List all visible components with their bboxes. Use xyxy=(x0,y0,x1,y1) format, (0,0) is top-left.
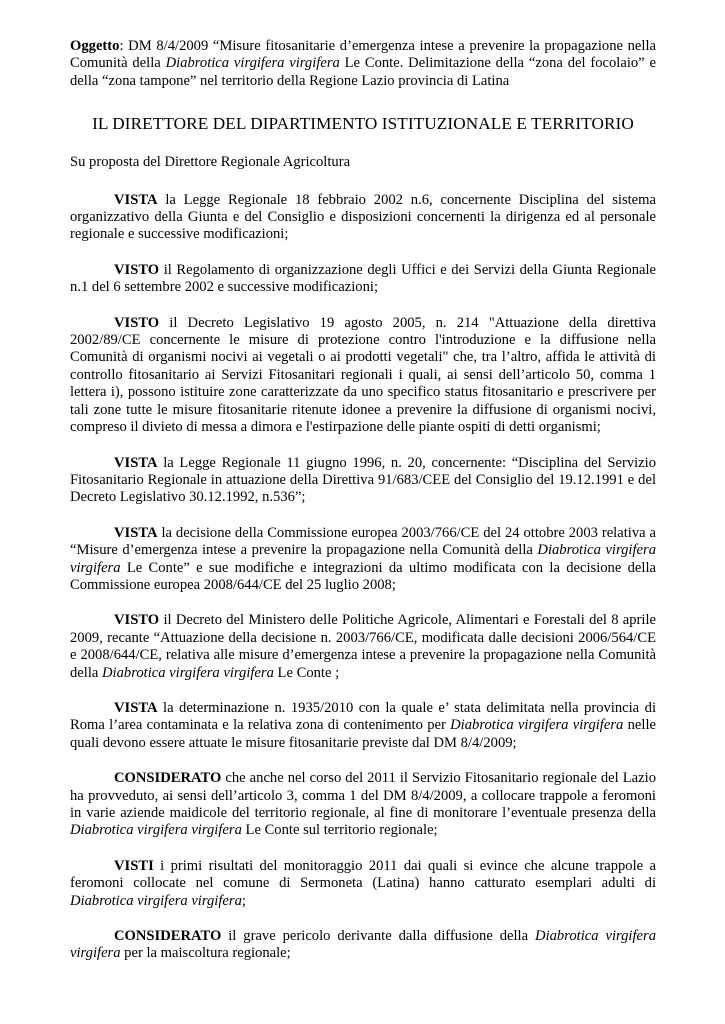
paragraph-text-end: Le Conte sul territorio regionale; xyxy=(241,822,438,839)
keyword: CONSIDERATO xyxy=(114,928,222,945)
paragraph-text: che anche nel corso del 2011 il Servizio Fitosanitario regionale del Lazio ha provveduto, ai sensi dell’articolo 3, comma 1 del DM 8/4/2009, a collocare trappole a feromoni in varie aziende maidicole del territorio regionale, al fine di monitorare l’eventuale presenza della xyxy=(70,770,656,821)
paragraph-text-end: Le Conte ; xyxy=(273,664,340,681)
paragraph-text: il Decreto Legislativo 19 agosto 2005, n. 214 "Attuazione della direttiva 2002/89/CE concernente le misure di protezione contro l'introduzione e la diffusione nella Comunità di organismi nocivi ai vegetali o ai prodotti vegetali" che, tra l’altro, affida le attività di controllo fitosanitario ai Servizi Fitosanitari regionali i quali, ai sensi dell’articolo 50, comma 1 lettera i), possono istituire zone caratterizzate da uno specifico status fitosanitario e prescrivere per tali zone tutte le misure fitosanitarie ritenute idonee a prevenire la diffusione di organismi nocivi, compreso il divieto di messa a dimora e l'estirpazione delle piante ospiti di detti organismi; xyxy=(70,314,656,436)
paragraph-considerato-monitoraggio xyxy=(70,770,656,840)
subject-paragraph xyxy=(70,38,656,90)
paragraph-text: la determinazione n. 1935/2010 con la quale e’ stata delimitata nella provincia di Roma l’area contaminata e la relativa zona di contenimento per xyxy=(70,699,656,734)
paragraph-vista-decisione-2003 xyxy=(70,525,656,595)
keyword: VISTI xyxy=(114,857,154,874)
paragraph-vista-legge-2002 xyxy=(70,192,656,244)
paragraph-text: la decisione della Commissione europea 2003/766/CE del 24 ottobre 2003 relativa a “Misure d’emergenza intese a prevenire la propagazione nella Comunità della xyxy=(70,524,656,559)
subject-text: : DM 8/4/2009 “Misure fitosanitarie d’emergenza intese a prevenire la propagazione nella Comunità della xyxy=(70,38,656,72)
species-name: Diabrotica virgifera virgifera xyxy=(70,892,242,909)
paragraph-text: il Regolamento di organizzazione degli Uffici e dei Servizi della Giunta Regionale n.1 del 6 settembre 2002 e successive modificazioni; xyxy=(70,261,656,296)
paragraph-visti-risultati xyxy=(70,858,656,910)
subject-species: Diabrotica virgifera virgifera xyxy=(165,55,340,72)
subject-text-end: Le Conte. Delimitazione della “zona del focolaio” e della “zona tampone” nel territorio della Regione Lazio provincia di Latina xyxy=(70,55,656,89)
keyword: VISTO xyxy=(114,612,160,629)
species-name: Diabrotica virgifera virgifera xyxy=(102,664,274,681)
species-name: Diabrotica virgifera virgifera xyxy=(70,542,656,576)
document-heading: IL DIRETTORE DEL DIPARTIMENTO ISTITUZIONALE E TERRITORIO xyxy=(92,114,634,134)
species-name: Diabrotica virgifera virgifera xyxy=(70,928,656,962)
paragraph-text: la Legge Regionale 11 giugno 1996, n. 20, concernente: “Disciplina del Servizio Fitosanitario Regionale in attuazione della Direttiva 91/683/CEE del Consiglio del 19.12.1991 e del Decreto Legislativo 30.12.1992, n.536”; xyxy=(70,454,656,506)
paragraph-text-end: ; xyxy=(241,892,246,909)
document-page xyxy=(70,38,656,963)
paragraph-visto-decreto-ministero xyxy=(70,612,656,682)
keyword: CONSIDERATO xyxy=(114,770,222,787)
species-name: Diabrotica virgifera virgifera xyxy=(450,717,624,734)
paragraph-text: i primi risultati del monitoraggio 2011 dai quali si evince che alcune trappole a feromoni collocate nel comune di Sermoneta (Latina) hanno catturato esemplari adulti di xyxy=(70,857,656,892)
paragraph-vista-legge-1996 xyxy=(70,455,656,507)
paragraph-text-end: Le Conte” e sue modifiche e integrazioni da ultimo modificata con la decisione della Commissione europea 2008/644/CE del 25 luglio 2008; xyxy=(70,559,656,593)
paragraph-considerato-pericolo xyxy=(70,928,656,963)
proposal-line: Su proposta del Direttore Regionale Agricoltura xyxy=(70,154,351,171)
keyword: VISTA xyxy=(114,454,158,471)
paragraph-visto-regolamento xyxy=(70,262,656,297)
keyword: VISTA xyxy=(114,524,158,541)
species-name: Diabrotica virgifera virgifera xyxy=(70,822,242,839)
keyword: VISTA xyxy=(114,699,158,716)
keyword: VISTA xyxy=(114,191,158,208)
paragraph-text-end: per la maiscoltura regionale; xyxy=(120,945,291,962)
paragraph-text: il Decreto del Ministero delle Politiche Agricole, Alimentari e Forestali del 8 aprile 2009, recante “Attuazione della decisione n. 2003/766/CE, modificata dalle decisioni 2006/564/CE e 2008/644/CE, relativa alle misure d’emergenza intese a prevenire la propagazione nella Comunità della xyxy=(70,612,656,681)
paragraph-text-end: nelle quali devono essere attuate le misure fitosanitarie previste dal DM 8/4/2009; xyxy=(70,717,656,751)
keyword: VISTO xyxy=(114,261,160,278)
paragraph-text: la Legge Regionale 18 febbraio 2002 n.6, concernente Disciplina del sistema organizzativo della Giunta e del Consiglio e disposizioni concernenti la dirigenza ed al personale regionale e successive modificazioni; xyxy=(70,191,656,243)
paragraph-vista-determinazione xyxy=(70,700,656,752)
subject-label: Oggetto xyxy=(70,38,120,54)
keyword: VISTO xyxy=(114,314,160,331)
paragraph-text: il grave pericolo derivante dalla diffusione della xyxy=(221,928,536,945)
paragraph-visto-decreto-214 xyxy=(70,315,656,437)
